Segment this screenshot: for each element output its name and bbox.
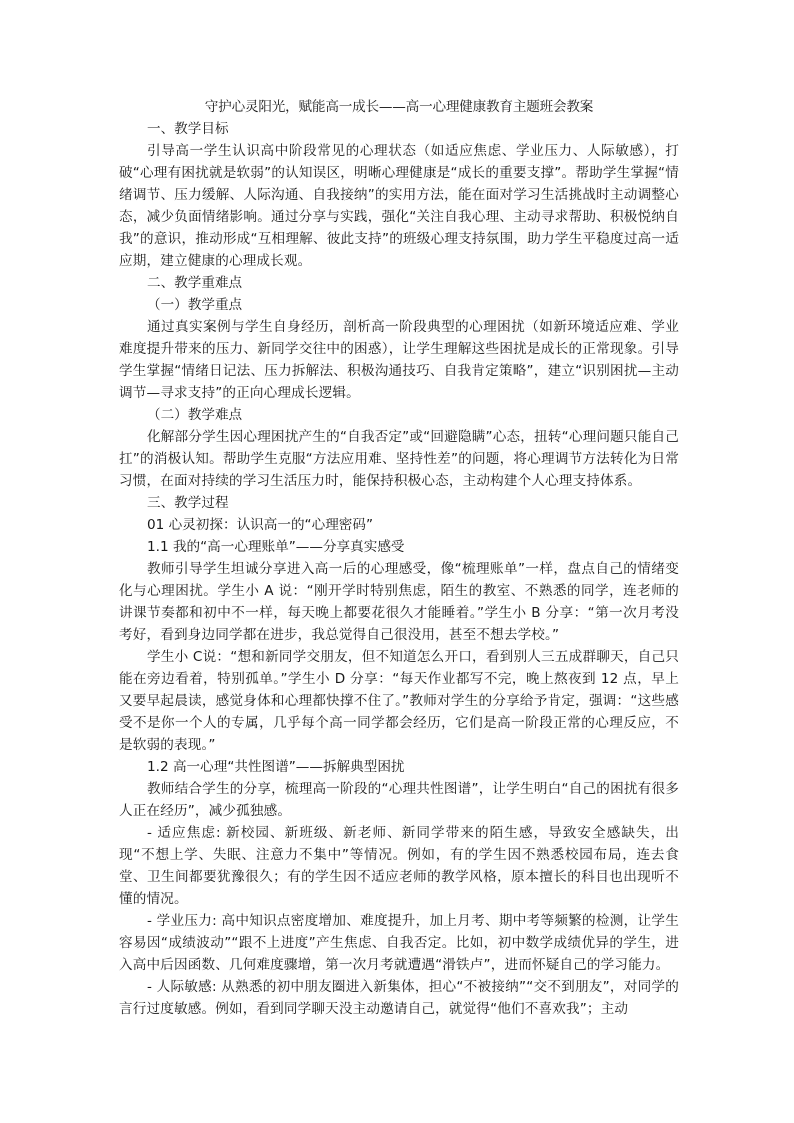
- key-points-subheading: （一）教学重点: [147, 297, 243, 313]
- document-title: 守护心灵阳光，赋能高一成长——高一心理健康教育主题班会教案: [204, 99, 594, 115]
- part-1-1-heading: 1.1 我的“高一心理账单”——分享真实感受: [147, 539, 405, 555]
- part-1-2-paragraph: 教师结合学生的分享，梳理高一阶段的“心理共性图谱”，让学生明白“自己的困扰有很多人正在经历”，减少孤独感。: [119, 781, 679, 819]
- key-points-paragraph: 通过真实案例与学生自身经历，剖析高一阶段典型的心理困扰（如新环境适应难、学业难度提升带来的压力、新同学交往中的困惑），让学生理解这些困扰是成长的正常现象。引导学生掌握“情绪日记法、压力拆解法、积极沟通技巧、自我肯定策略”，建立“识别困扰—主动调节—寻求支持”的正向心理成长逻辑。: [119, 319, 679, 401]
- part-1-2-heading: 1.2 高一心理“共性图谱”——拆解典型困扰: [147, 759, 405, 775]
- goals-heading: 一、教学目标: [147, 121, 229, 137]
- part-1-1-paragraph-2: 学生小 C说：“想和新同学交朋友，但不知道怎么开口，看到别人三五成群聊天，自己只能在旁边看着，特别孤单。”学生小 D 分享：“每天作业都写不完，晚上熬夜到 12 点，早上又要早起晨读，感觉身体和心理都快撑不住了。”教师对学生的分享给予肯定，强调：“这些感受不是你一个人的专属，几乎每个高一同学都会经历，它们是高一阶段正常的心理反应，不是软弱的表现。”: [119, 649, 679, 753]
- part-1-1-paragraph-1: 教师引导学生坦诚分享进入高一后的心理感受，像“梳理账单”一样，盘点自己的情绪变化与心理困扰。学生小 A 说：“刚开学时特别焦虑，陌生的教室、不熟悉的同学，连老师的讲课节奏都和初中不一样，每天晚上都要花很久才能睡着。”学生小 B 分享：“第一次月考没考好，看到身边同学都在进步，我总觉得自己很没用，甚至不想去学校。”: [119, 561, 679, 643]
- difficulties-subheading: （二）教学难点: [147, 407, 243, 423]
- list-item-interpersonal-sensitivity: - 人际敏感: 从熟悉的初中朋友圈进入新集体，担心“不被接纳”“交不到朋友”，对同学的言行过度敏感。例如，看到同学聊天没主动邀请自己，就觉得“他们不喜欢我”；主动: [119, 979, 679, 1017]
- list-item-adaptation-anxiety: - 适应焦虑: 新校园、新班级、新老师、新同学带来的陌生感，导致安全感缺失，出现“不想上学、失眠、注意力不集中”等情况。例如，有的学生因不熟悉校园布局，连去食堂、卫生间都要犹豫很久；有的学生因不适应老师的教学风格，原本擅长的科目也出现听不懂的情况。: [119, 825, 679, 907]
- document-page: [119, 96, 679, 1020]
- key-points-heading: 二、教学重难点: [147, 275, 243, 291]
- list-item-academic-pressure: - 学业压力: 高中知识点密度增加、难度提升，加上月考、期中考等频繁的检测，让学生容易因“成绩波动”“跟不上进度”产生焦虑、自我否定。比如，初中数学成绩优异的学生，进入高中后因函数、几何难度骤增，第一次月考就遭遇“滑铁卢”，进而怀疑自己的学习能力。: [119, 913, 679, 973]
- goals-paragraph: 引导高一学生认识高中阶段常见的心理状态（如适应焦虑、学业压力、人际敏感），打破“心理有困扰就是软弱”的认知误区，明晰心理健康是“成长的重要支撑”。帮助学生掌握“情绪调节、压力缓解、人际沟通、自我接纳”的实用方法，能在面对学习生活挑战时主动调整心态，减少负面情绪影响。通过分享与实践，强化“关注自我心理、主动寻求帮助、积极悦纳自我”的意识，推动形成“互相理解、彼此支持”的班级心理支持氛围，助力学生平稳度过高一适应期，建立健康的心理成长观。: [119, 143, 679, 269]
- difficulties-paragraph: 化解部分学生因心理困扰产生的“自我否定”或“回避隐瞒”心态，扭转“心理问题只能自己扛”的消极认知。帮助学生克服“方法应用难、坚持性差”的问题，将心理调节方法转化为日常习惯，在面对持续的学习生活压力时，能保持积极心态，主动构建个人心理支持体系。: [119, 429, 679, 489]
- process-heading: 三、教学过程: [147, 495, 229, 511]
- part-01-heading: 01 心灵初探：认识高一的“心理密码”: [147, 517, 374, 533]
